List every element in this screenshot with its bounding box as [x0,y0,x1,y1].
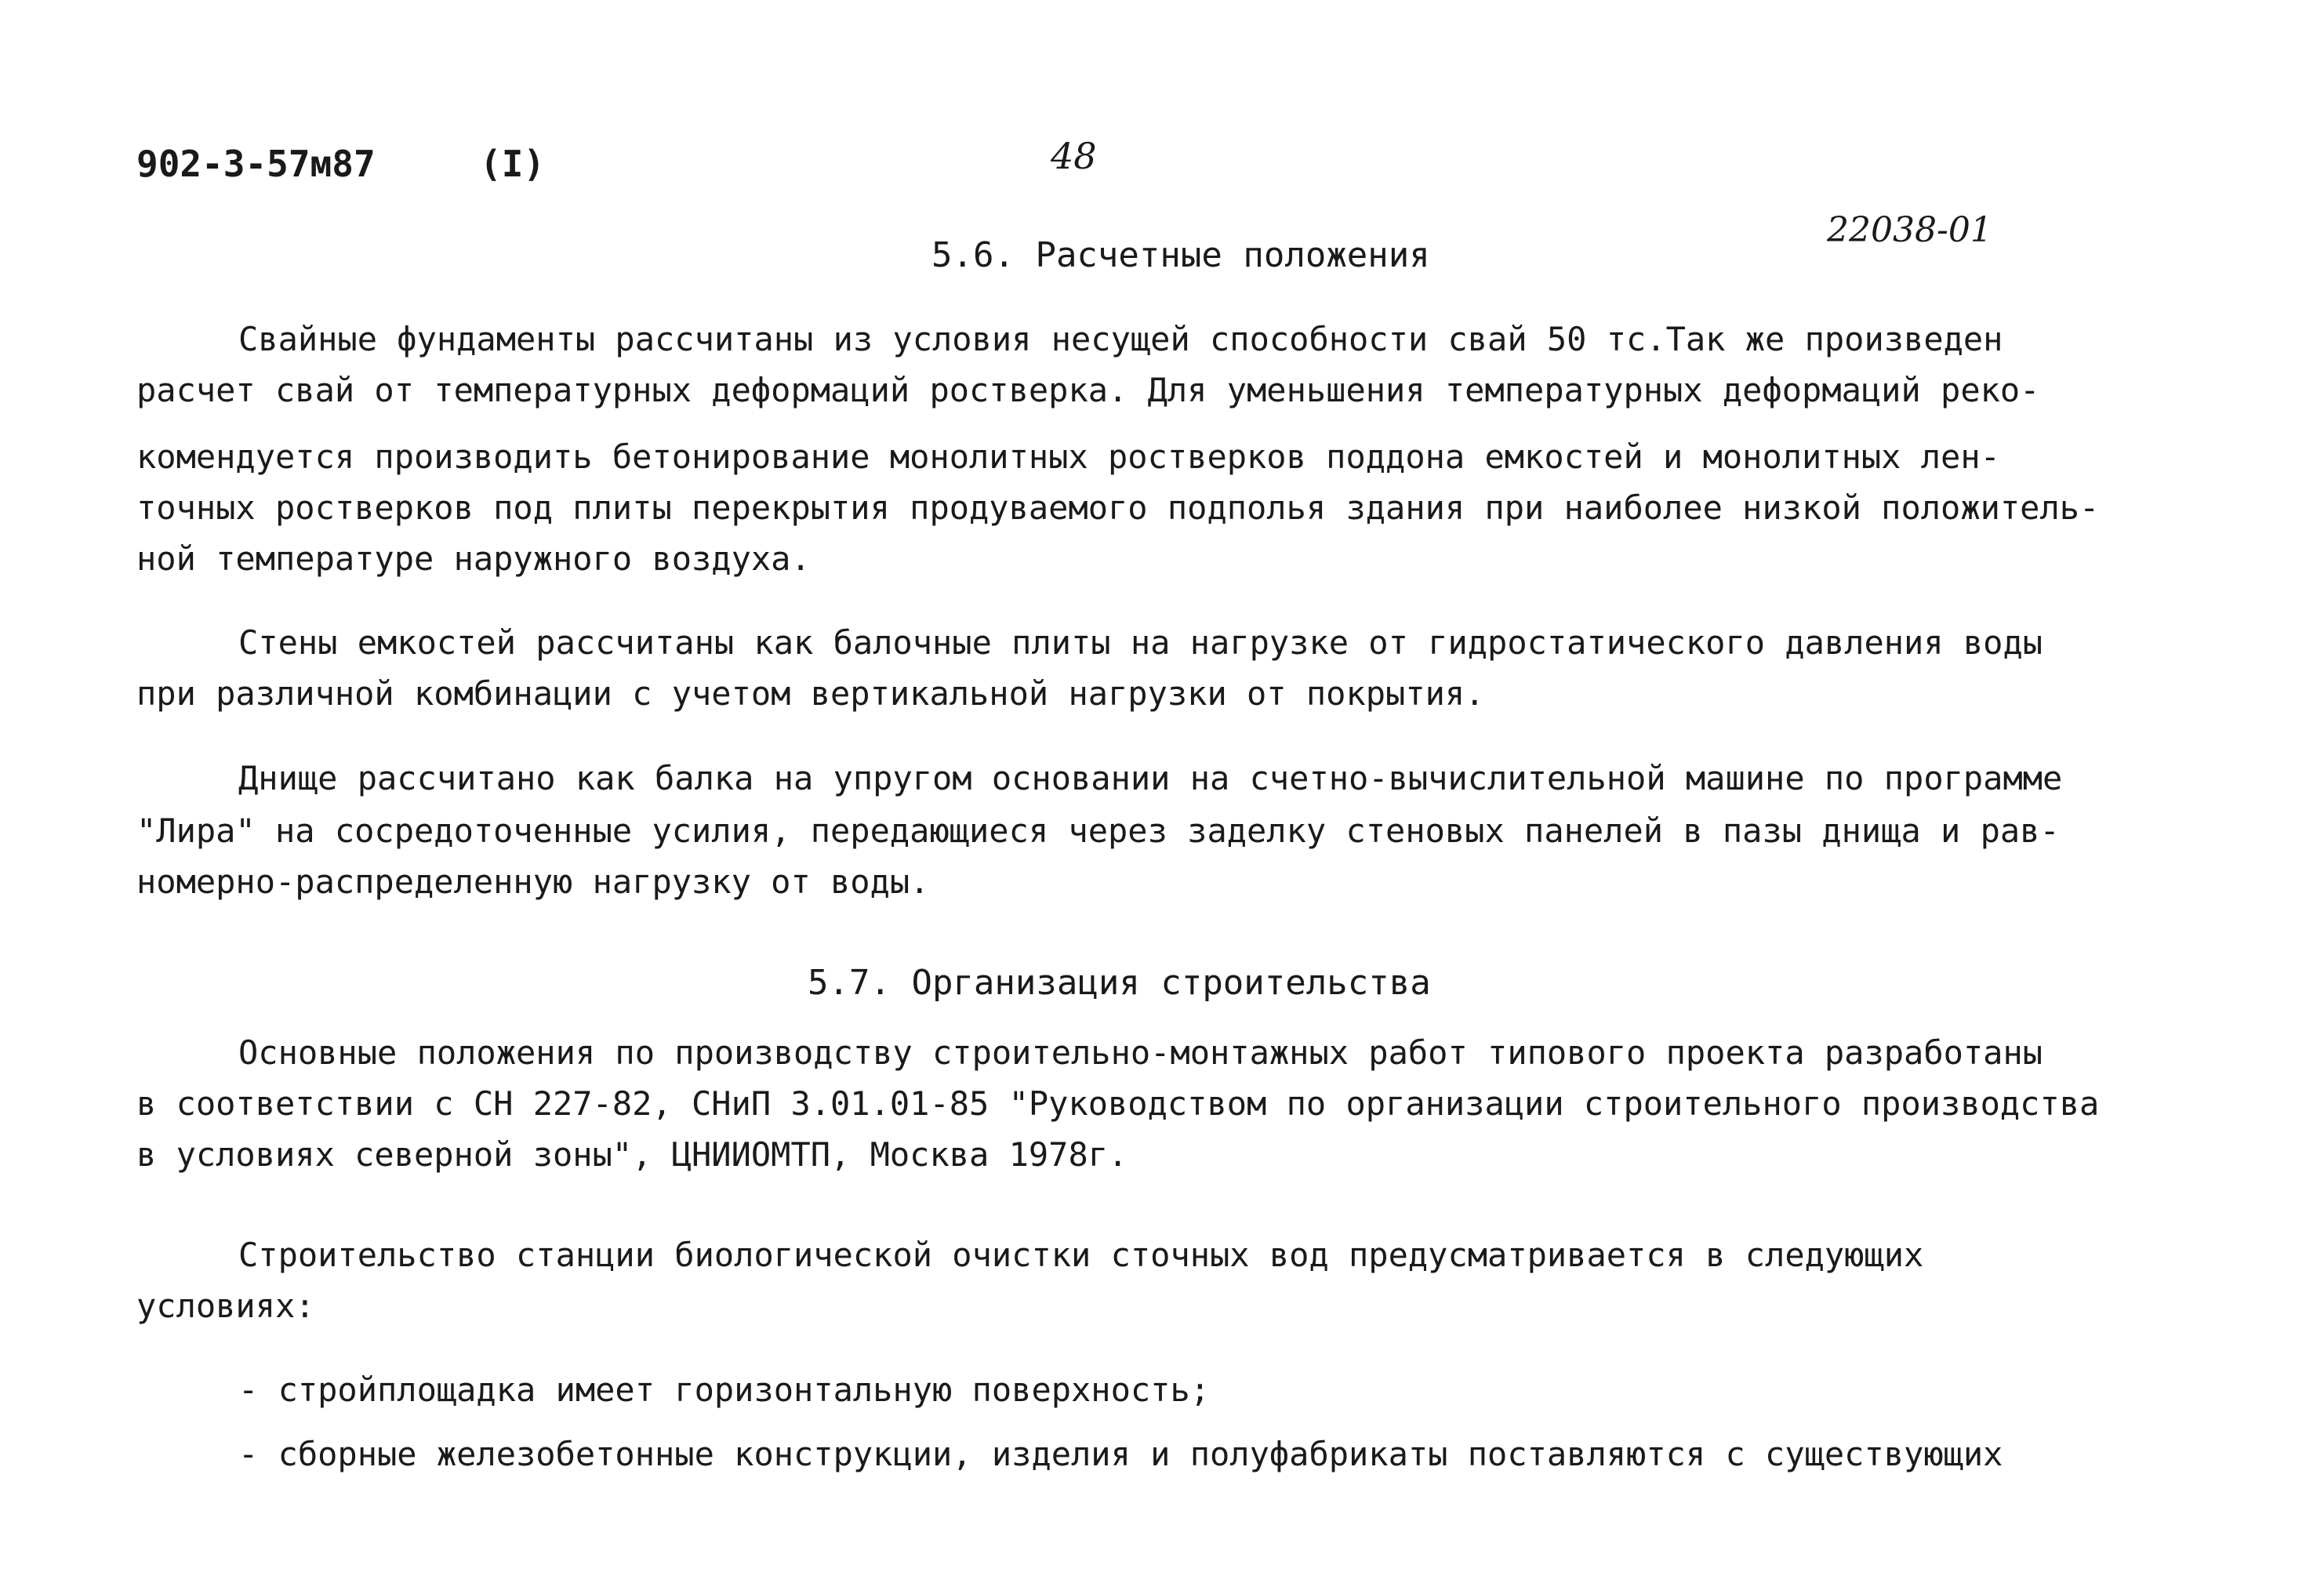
paragraph-line: при различной комбинации с учетом вертикальной нагрузки от покрытия. [136,674,1485,713]
paragraph-line: Днище рассчитано как балка на упругом основании на счетно-вычислительной машине по программе [238,759,2063,797]
paragraph-line: номерно-распределенную нагрузку от воды. [136,862,930,901]
paragraph-line: "Лира" на сосредоточенные усилия, передающиеся через заделку стеновых панелей в пазы днища и рав- [136,811,2060,850]
section-heading-5-6: 5.6. Расчетные положения [931,235,1430,275]
paragraph-line: условиях: [136,1287,315,1325]
list-item: - сборные железобетонные конструкции, изделия и полуфабрикаты поставляются с существующих [238,1435,2003,1473]
paragraph-line: ной температуре наружного воздуха. [136,539,811,578]
stamp-code: 22038-01 [1827,210,1992,250]
paragraph-line: Строительство станции биологической очистки сточных вод предусматривается в следующих [238,1236,1924,1274]
paragraph-line: точных ростверков под плиты перекрытия продуваемого подполья здания при наиболее низкой положитель- [136,488,2100,527]
paragraph-line: Стены емкостей рассчитаны как балочные плиты на нагрузке от гидростатического давления воды [238,623,2043,662]
paragraph-line: в условиях северной зоны", ЦНИИОМТП, Москва 1978г. [136,1135,1128,1174]
paragraph-line: Основные положения по производству строительно-монтажных работ типового проекта разработаны [238,1033,2043,1072]
paragraph-line: в соответствии с СН 227-82, СНиП 3.01.01-85 "Руководством по организации строительного производства [136,1084,2100,1123]
paragraph-line: Свайные фундаменты рассчитаны из условия несущей способности свай 50 тс.Так же произведен [238,320,2003,358]
paragraph-line: комендуется производить бетонирование монолитных ростверков поддона емкостей и монолитных лен- [136,438,2000,476]
volume-number: (I) [480,143,546,185]
paragraph-line: расчет свай от температурных деформаций ростверка. Для уменьшения температурных деформаций реко- [136,371,2040,409]
page-number: 48 [1051,135,1097,177]
section-heading-5-7: 5.7. Организация строительства [808,963,1431,1003]
doc-number: 902-3-57м87 [136,143,376,185]
list-item: - стройплощадка имеет горизонтальную поверхность; [238,1371,1211,1409]
